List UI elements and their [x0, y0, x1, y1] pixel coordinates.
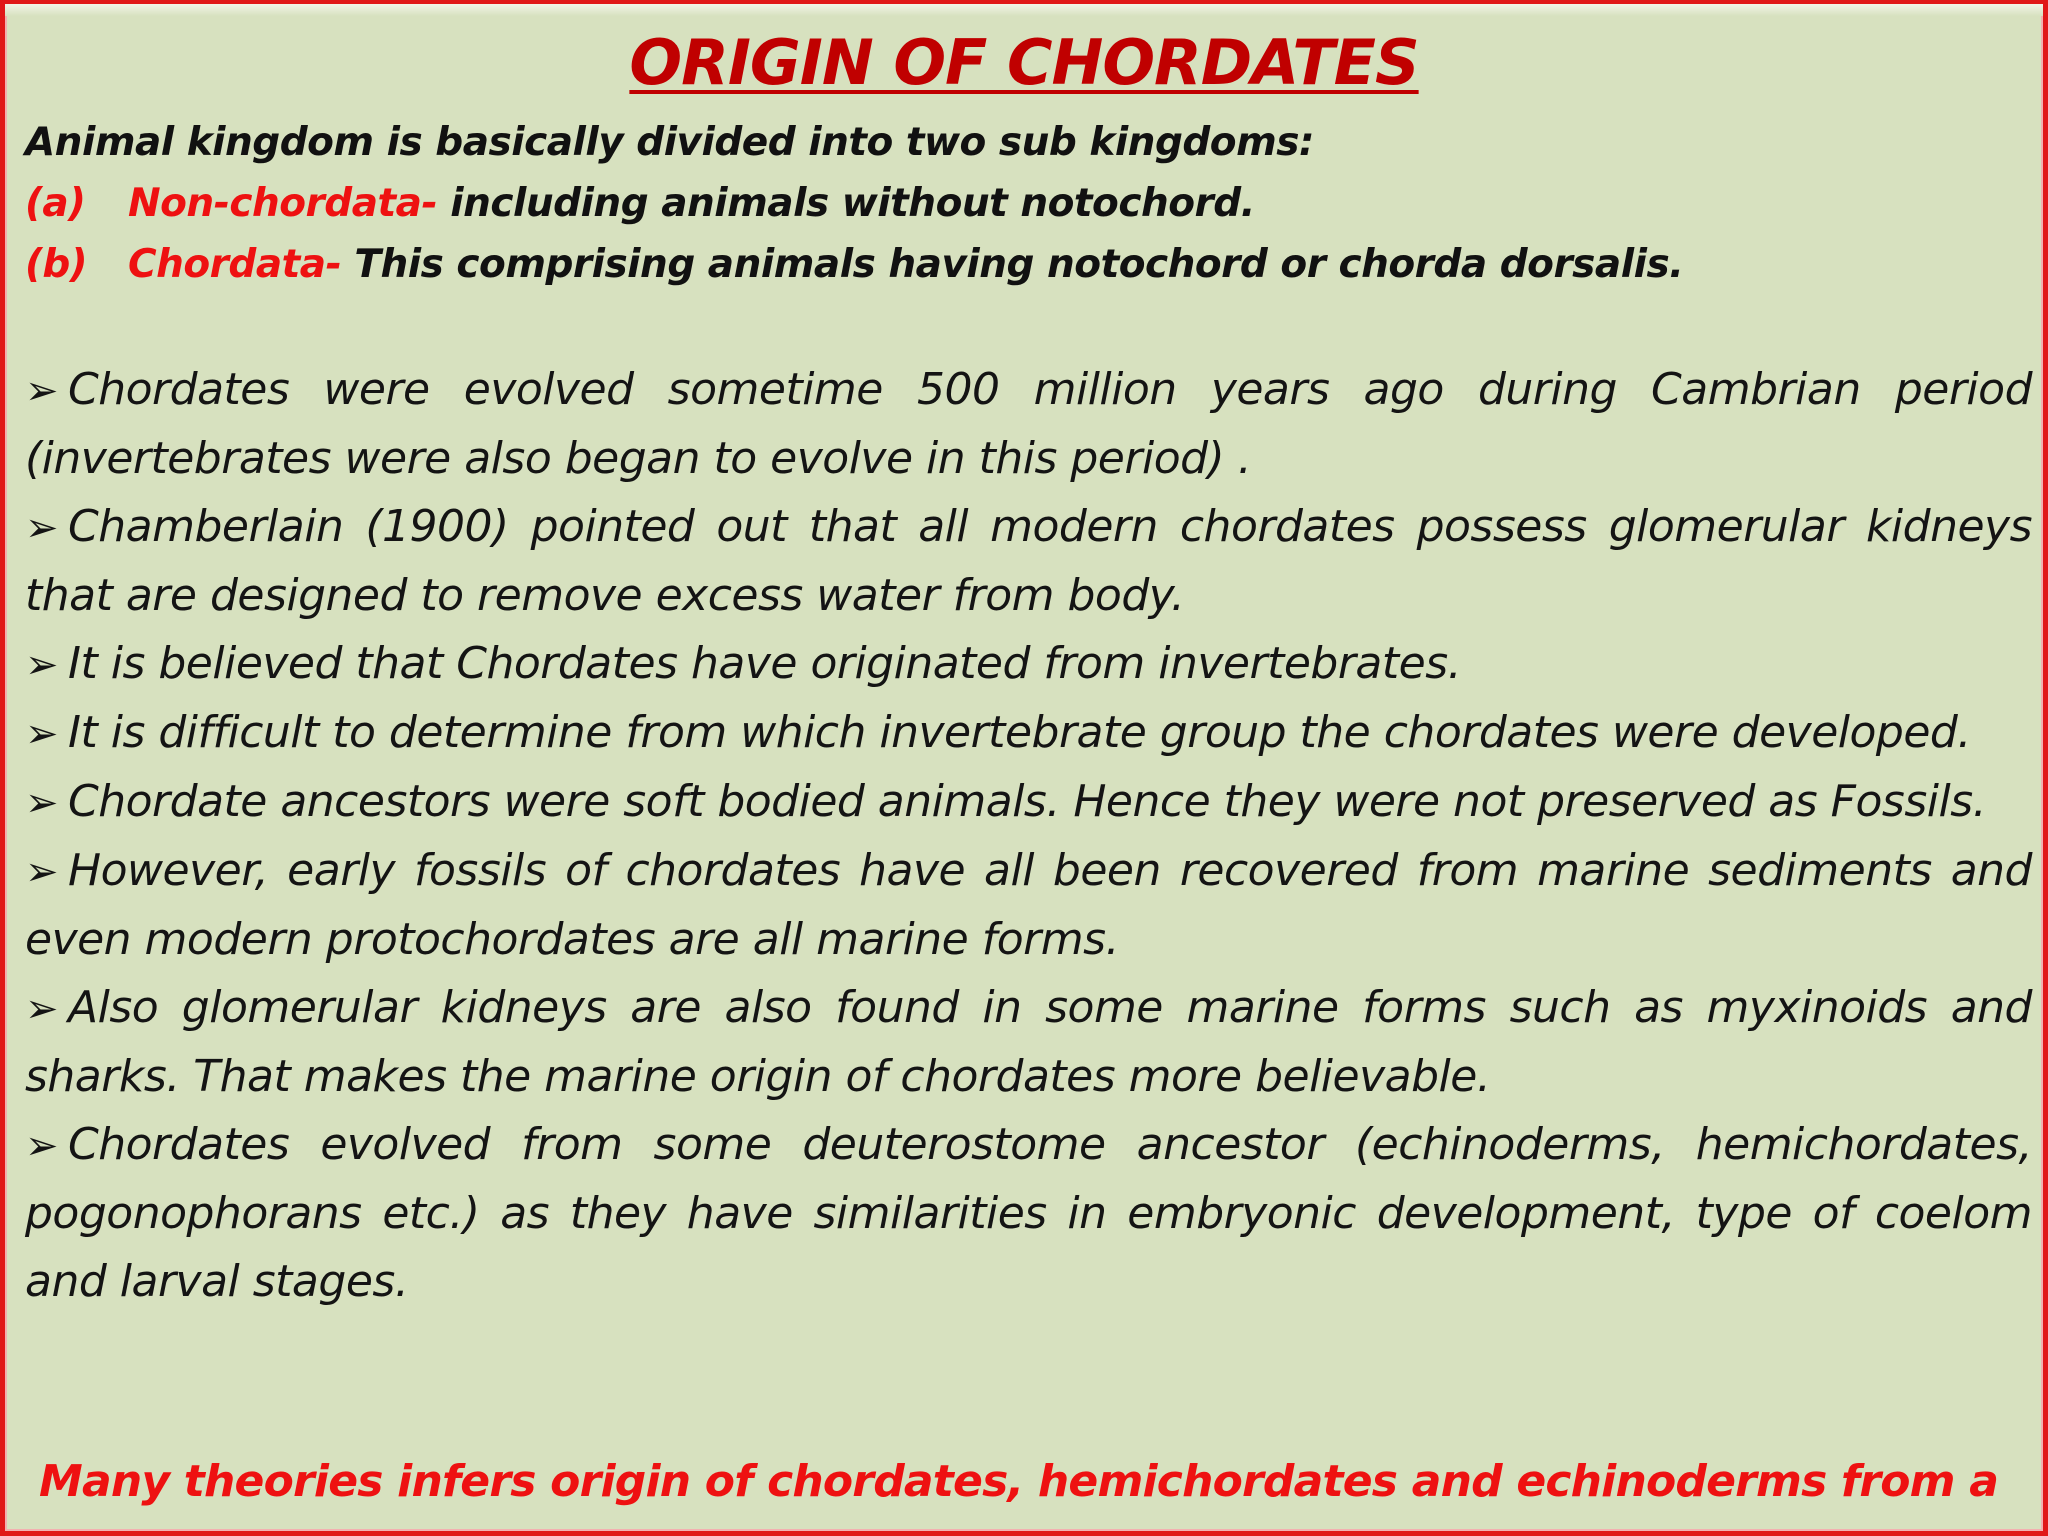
top-highlight-band: [5, 4, 2043, 16]
arrow-bullet-icon: ➢: [25, 849, 59, 895]
bullet-item: [25, 356, 2032, 493]
bullet-text: Chordates were evolved sometime 500 million years ago during Cambrian period (invertebrates were also began to evolve in this period) .: [25, 364, 2032, 484]
intro-heading: Animal kingdom is basically divided into two sub kingdoms:: [25, 120, 1315, 165]
bullet-text: It is difficult to determine from which invertebrate group the chordates were developed.: [68, 707, 1971, 758]
arrow-bullet-icon: ➢: [25, 642, 59, 688]
intro-item-term: Non-chordata-: [128, 181, 438, 226]
bullet-list: [25, 356, 2032, 1316]
bullet-text: Chordates evolved from some deuterostome ancestor (echinoderms, hemichordates, pogonophorans etc.) as they have similarities in embryonic development, type of coelom and larval stages.: [25, 1119, 2032, 1307]
arrow-bullet-icon: ➢: [25, 780, 59, 826]
intro-item-mark: (a): [25, 181, 86, 226]
intro-item-a: [25, 173, 2025, 234]
arrow-bullet-icon: ➢: [25, 986, 59, 1032]
bullet-item: [25, 768, 2032, 837]
intro-item-term: Chordata-: [128, 242, 342, 287]
intro-section: [25, 112, 2025, 295]
bullet-item: [25, 699, 2032, 768]
arrow-bullet-icon: ➢: [25, 368, 59, 414]
bullet-text: Chordate ancestors were soft bodied animals. Hence they were not preserved as Fossils.: [68, 776, 1987, 827]
slide-title: ORIGIN OF CHORDATES: [629, 26, 1419, 99]
intro-item-text: This comprising animals having notochord or chorda dorsalis.: [341, 242, 1684, 287]
bullet-item: [25, 1111, 2032, 1316]
footer-note: Many theories infers origin of chordates, hemichordates and echinoderms from a: [39, 1456, 1999, 1507]
arrow-bullet-icon: ➢: [25, 1123, 59, 1169]
bullet-text: However, early fossils of chordates have all been recovered from marine sediments and even modern protochordates are all marine forms.: [25, 845, 2032, 965]
bullet-text: It is believed that Chordates have originated from invertebrates.: [68, 638, 1462, 689]
intro-item-b: [25, 234, 2025, 295]
intro-item-text: including animals without notochord.: [437, 181, 1255, 226]
intro-item-mark: (b): [25, 242, 88, 287]
bullet-text: Chamberlain (1900) pointed out that all modern chordates possess glomerular kidneys that are designed to remove excess water from body.: [25, 501, 2032, 621]
bullet-item: [25, 630, 2032, 699]
arrow-bullet-icon: ➢: [25, 505, 59, 551]
bullet-item: [25, 974, 2032, 1111]
arrow-bullet-icon: ➢: [25, 711, 59, 757]
bullet-item: [25, 837, 2032, 974]
bullet-item: [25, 493, 2032, 630]
bullet-text: Also glomerular kidneys are also found in some marine forms such as myxinoids and sharks. That makes the marine origin of chordates more believable.: [25, 982, 2032, 1102]
